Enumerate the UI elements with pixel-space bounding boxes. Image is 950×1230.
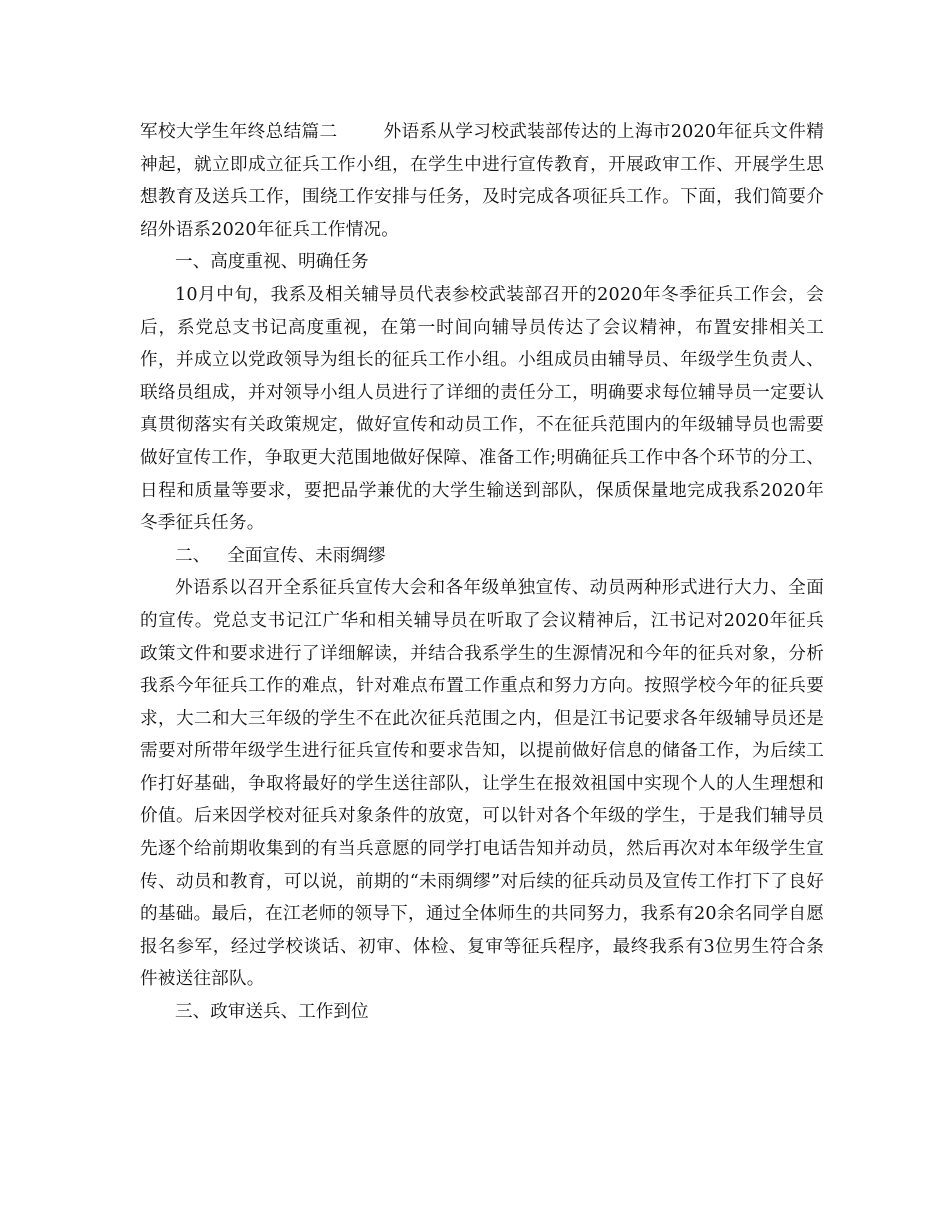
section-3-heading-number: 三、 [175,1002,211,1023]
section-1-body: 10月中旬，我系及相关辅导员代表参校武装部召开的2020年冬季征兵工作会，会后，系党总支书记高度重视，在第一时间向辅导员传达了会议精神，布置安排相关工作，并成立以党政领导为组长的征兵工作小组。小组成员由辅导员、年级学生负责人、联络员组成，并对领导小组人员进行了详细的责任分工，明确要求每位辅导员一定要认真贯彻落实有关政策规定，做好宣传和动员工作，不在征兵范围内的年级辅导员也需要做好宣传工作，争取更大范围地做好保障、准备工作;明确征兵工作中各个环节的分工、日程和质量等要求，要把品学兼优的大学生输送到部队，保质保量地完成我系2020年冬季征兵任务。 [140,284,824,534]
section-2-heading-text: 全面宣传、未雨绸缪 [227,545,386,566]
intro-text: 外语系从学习校武装部传达的上海市2020年征兵文件精神起，就立即成立征兵工作小组，在学生中进行宣传教育，开展政审工作、开展学生思想教育及送兵工作，围绕工作安排与任务，及时完成各项征兵工作。下面，我们简要介绍外语系2020年征兵工作情况。 [140,122,824,240]
section-3-heading [140,996,824,1029]
section-1-heading [140,246,824,279]
section-1-heading-text: 高度重视、明确任务 [210,252,369,273]
section-2-heading [140,540,824,573]
document-title: 军校大学生年终总结篇二 [140,122,338,142]
document-content [140,116,824,1029]
section-1-heading-number: 一、 [175,252,211,273]
intro-paragraph [140,116,824,246]
section-2-body: 外语系以召开全系征兵宣传大会和各年级单独宣传、动员两种形式进行大力、全面的宣传。党总支书记江广华和相关辅导员在听取了会议精神后，江书记对2020年征兵政策文件和要求进行了详细解读，并结合我系学生的生源情况和今年的征兵对象，分析我系今年征兵工作的难点，针对难点布置工作重点和努力方向。按照学校今年的征兵要求，大二和大三年级的学生不在此次征兵范围之内，但是江书记要求各年级辅导员还是需要对所带年级学生进行征兵宣传和要求告知，以提前做好信息的储备工作，为后续工作打好基础，争取将最好的学生送往部队，让学生在报效祖国中实现个人的人生理想和价值。后来因学校对征兵对象条件的放宽，可以针对各个年级的学生，于是我们辅导员先逐个给前期收集到的有当兵意愿的同学打电话告知并动员，然后再次对本年级学生宣传、动员和教育，可以说，前期的“未雨绸缪”对后续的征兵动员及宣传工作打下了良好的基础。最后，在江老师的领导下，通过全体师生的共同努力，我系有20余名同学自愿报名参军，经过学校谈话、初审、体检、复审等征兵程序，最终我系有3位男生符合条件被送往部队。 [140,578,824,990]
section-3-heading-text: 政审送兵、工作到位 [210,1002,369,1023]
section-2-heading-number: 二、 [175,545,211,566]
